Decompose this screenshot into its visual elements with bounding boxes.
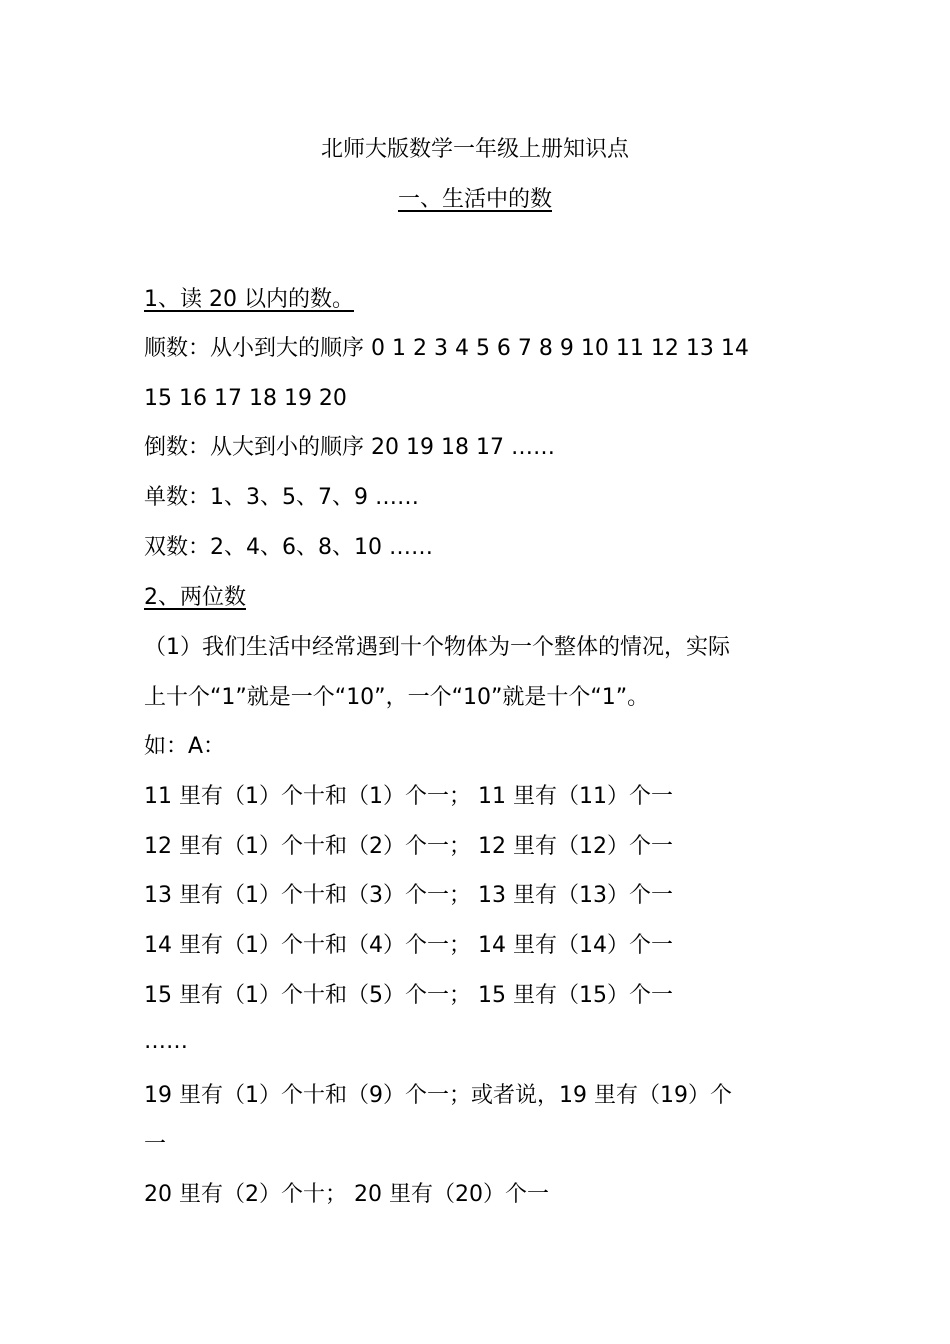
section-heading-two-digit: 2、两位数	[144, 585, 246, 610]
example-line: 14 里有（1）个十和（4）个一； 14 里有（14）个一	[144, 933, 673, 958]
ellipsis-line: ……	[144, 1029, 188, 1054]
chapter-heading-text: 一、生活中的数	[397, 187, 552, 212]
even-numbers-line: 双数：2、4、6、8、10 ……	[144, 535, 433, 560]
paragraph-line: （1）我们生活中经常遇到十个物体为一个整体的情况，实际	[144, 635, 730, 660]
example-line: 11 里有（1）个十和（1）个一； 11 里有（11）个一	[144, 784, 673, 809]
example-line: 19 里有（1）个十和（9）个一；或者说，19 里有（19）个	[144, 1083, 732, 1108]
ascending-order-continued: 15 16 17 18 19 20	[144, 386, 347, 411]
example-line: 20 里有（2）个十； 20 里有（20）个一	[144, 1182, 549, 1207]
ascending-order-line: 顺数：从小到大的顺序 0 1 2 3 4 5 6 7 8 9 10 11 12 13 14	[144, 336, 749, 361]
descending-order-line: 倒数：从大到小的顺序 20 19 18 17 ……	[144, 435, 555, 460]
section-heading-read-numbers: 1、读 20 以内的数。	[144, 287, 354, 312]
example-label: 如：A：	[144, 734, 226, 759]
chapter-heading	[0, 185, 950, 215]
document-title: 北师大版数学一年级上册知识点	[320, 137, 629, 162]
example-line-continued: 一	[144, 1132, 167, 1157]
odd-numbers-line: 单数：1、3、5、7、9 ……	[144, 485, 419, 510]
example-line: 13 里有（1）个十和（3）个一； 13 里有（13）个一	[144, 883, 673, 908]
example-line: 12 里有（1）个十和（2）个一； 12 里有（12）个一	[144, 834, 673, 859]
example-line: 15 里有（1）个十和（5）个一； 15 里有（15）个一	[144, 983, 673, 1008]
paragraph-line: 上十个“1”就是一个“10”，一个“10”就是十个“1”。	[144, 685, 650, 710]
